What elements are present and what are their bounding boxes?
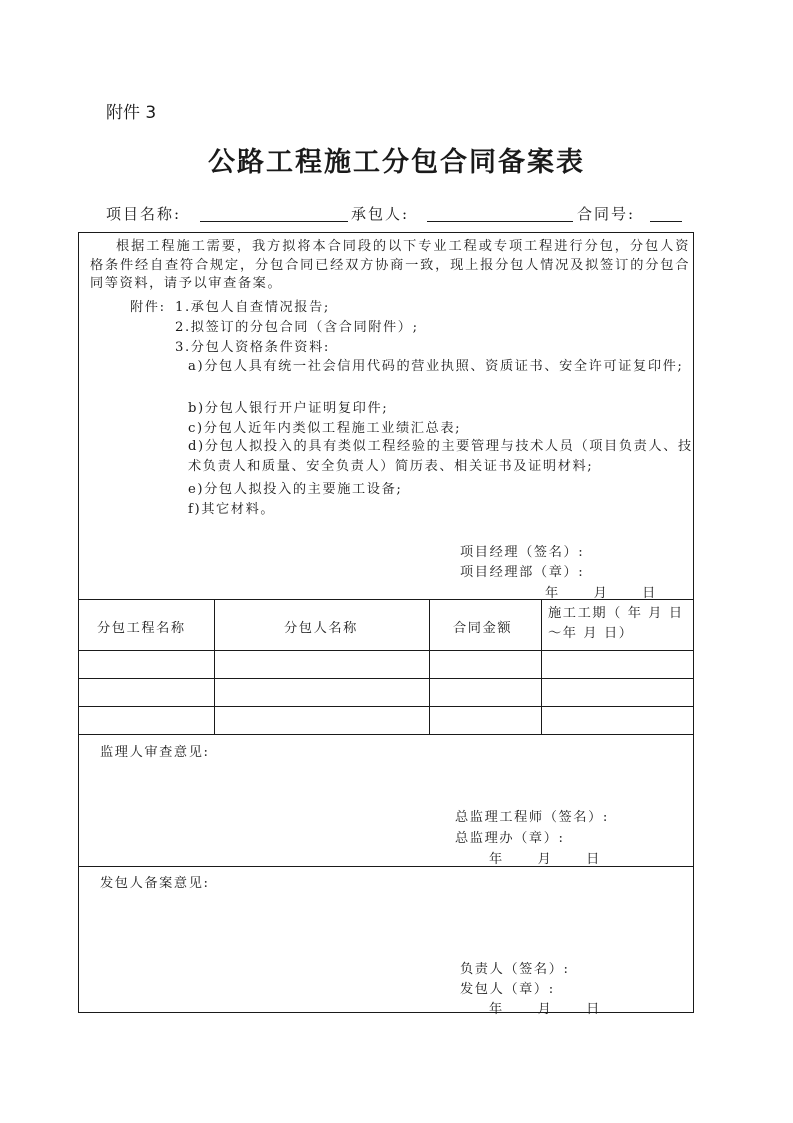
col-header-subcontract-name: 分包工程名称 [97,621,186,636]
table-cell[interactable] [430,651,540,677]
attachment-sub-c: c)分包人近年内类似工程施工业绩汇总表; [188,421,462,436]
supervisor-opinion-label: 监理人审查意见: [100,745,210,760]
chief-supervisor-signature: 总监理工程师（签名）: [455,810,609,825]
attachment-sub-f: f)其它材料。 [188,502,276,517]
table-cell[interactable] [79,707,213,733]
project-name-field[interactable] [200,221,348,222]
table-top-rule [78,599,694,600]
table-cell[interactable] [215,679,428,705]
col-header-duration: 施工工期（ 年 月 日～年 月 日） [548,606,684,641]
table-cell[interactable] [542,707,693,733]
section-rule [78,866,694,867]
annex-label: 附件 3 [106,103,157,123]
employer-opinion-label: 发包人备案意见: [100,876,210,891]
attachment-sub-a: a)分包人具有统一社会信用代码的营业执照、资质证书、安全许可证复印件; [188,359,684,374]
table-cell[interactable] [542,679,693,705]
application-date: 年 月 日 [545,586,662,601]
contractor-label: 承包人: [351,205,410,223]
application-intro: 根据工程施工需要，我方拟将本合同段的以下专业工程或专项工程进行分包，分包人资格条件经自查符合规定，分包合同已经双方协商一致，现上报分包人情况及拟签订的分包合同等资料，请予以审查备案。 [90,239,690,291]
table-cell[interactable] [430,707,540,733]
form-title: 公路工程施工分包合同备案表 [208,147,585,178]
table-cell[interactable] [215,651,428,677]
attachment-prefix: 附件: [130,300,166,315]
attachment-item-1: 1.承包人自查情况报告; [175,300,330,315]
attachment-item-2: 2.拟签订的分包合同（含合同附件）; [175,320,419,335]
table-cell[interactable] [215,707,428,733]
col-header-amount: 合同金额 [453,621,513,636]
table-cell[interactable] [79,679,213,705]
project-manager-signature: 项目经理（签名）: [460,545,585,560]
employer-seal: 发包人（章）: [460,982,555,997]
table-cell[interactable] [79,651,213,677]
attachment-sub-d: d)分包人拟投入的具有类似工程经验的主要管理与技术人员（项目负责人、技术负责人和质量、安全负责人）简历表、相关证书及证明材料; [188,439,693,474]
project-dept-seal: 项目经理部（章）: [460,565,585,580]
supervision-office-seal: 总监理办（章）: [455,831,565,846]
table-bottom-rule [78,734,694,735]
table-cell[interactable] [430,679,540,705]
employer-date: 年 月 日 [489,1002,606,1017]
contractor-field[interactable] [427,221,573,222]
table-cell[interactable] [542,651,693,677]
responsible-person-signature: 负责人（签名）: [460,962,570,977]
project-name-label: 项目名称: [106,205,182,223]
attachment-sub-e: e)分包人拟投入的主要施工设备; [188,482,403,497]
contract-no-label: 合同号: [577,205,636,223]
attachment-sub-b: b)分包人银行开户证明复印件; [188,401,389,416]
attachment-item-3: 3.分包人资格条件资料: [175,340,330,355]
contract-no-field[interactable] [650,221,682,222]
col-header-subcontractor: 分包人名称 [284,621,358,636]
supervisor-date: 年 月 日 [489,852,606,867]
